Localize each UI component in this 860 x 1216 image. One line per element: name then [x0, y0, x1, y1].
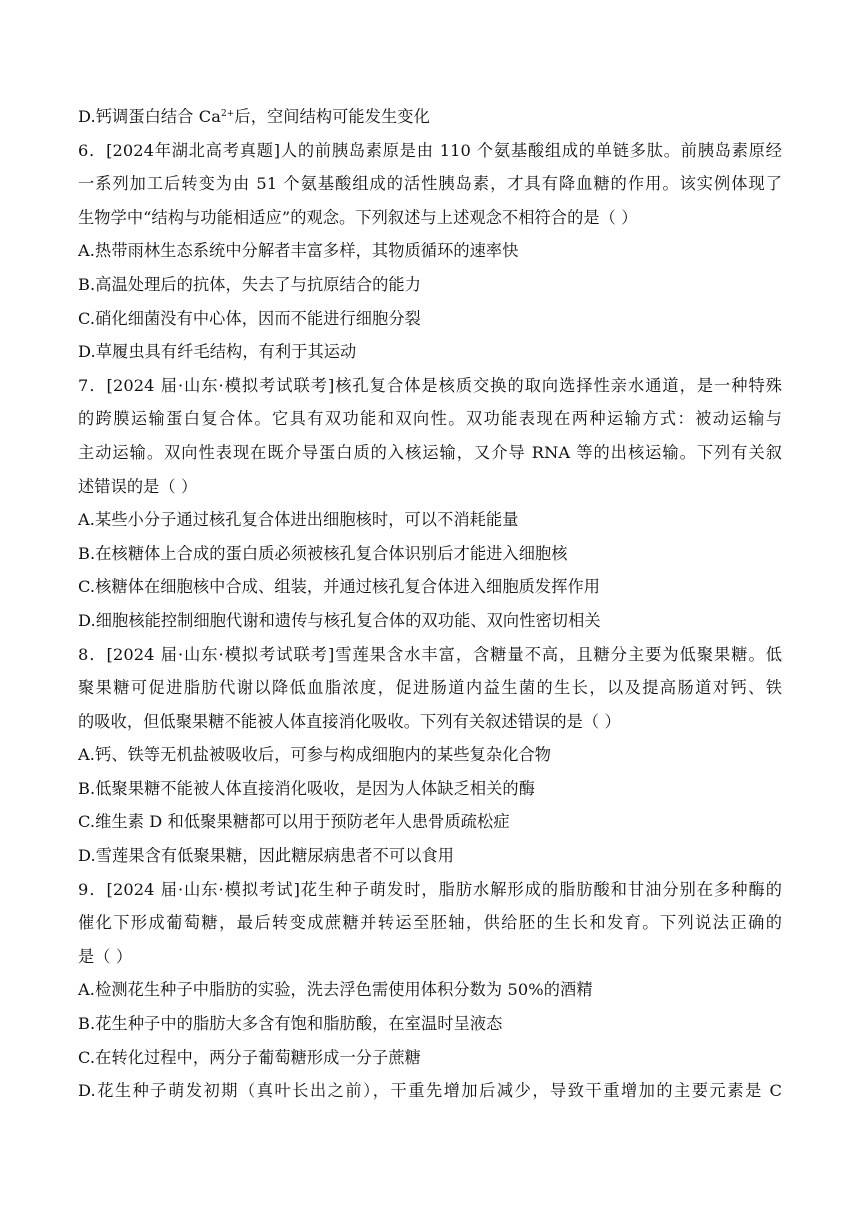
question-7-option-d: D.细胞核能控制细胞代谢和遗传与核孔复合体的双功能、双向性密切相关: [78, 610, 601, 630]
question-7-stem-line-2: 的跨膜运输蛋白复合体。它具有双功能和双向性。双功能表现在两种运输方式：被动运输与: [78, 409, 782, 429]
question-9-stem-line-3: 是（ ）: [78, 946, 133, 966]
question-7-stem-line-4: 述错误的是（ ）: [78, 476, 198, 496]
question-9-option-b: B.花生种子中的脂肪大多含有饱和脂肪酸，在室温时呈液态: [78, 1014, 503, 1034]
question-7-option-c: C.核糖体在细胞核中合成、组装，并通过核孔复合体进入细胞质发挥作用: [78, 577, 601, 597]
question-9-stem-line-2: 催化下形成葡萄糖，最后转变成蔗糖并转运至胚轴，供给胚的生长和发育。下列说法正确的: [78, 913, 782, 933]
question-6-stem-line-3: 生物学中“结构与功能相适应”的观念。下列叙述与上述观念不相符合的是（ ）: [78, 207, 638, 227]
option-text: D.钙调蛋白结合 Ca: [78, 107, 221, 126]
option-text: 后，空间结构可能发生变化: [234, 107, 430, 126]
question-8-option-a: A.钙、铁等无机盐被吸收后，可参与构成细胞内的某些复杂化合物: [78, 745, 552, 765]
question-7-option-b: B.在核糖体上合成的蛋白质必须被核孔复合体识别后才能进入细胞核: [78, 543, 568, 563]
question-6-stem-line-1: 6．[2024年湖北高考真题]人的前胰岛素原是由 110 个氨基酸组成的单链多肽。前胰岛素原经: [78, 140, 782, 160]
question-8-option-b: B.低聚果糖不能被人体直接消化吸收，是因为人体缺乏相关的酶: [78, 778, 536, 798]
question-8-option-d: D.雪莲果含有低聚果糖，因此糖尿病患者不可以食用: [78, 846, 455, 866]
question-7-option-a: A.某些小分子通过核孔复合体进出细胞核时，可以不消耗能量: [78, 510, 519, 530]
question-9-option-c: C.在转化过程中，两分子葡萄糖形成一分子蔗糖: [78, 1047, 421, 1067]
question-6-option-a: A.热带雨林生态系统中分解者丰富多样，其物质循环的速率快: [78, 241, 519, 261]
question-8-stem-line-3: 的吸收，但低聚果糖不能被人体直接消化吸收。下列有关叙述错误的是（ ）: [78, 711, 621, 731]
question-8-stem-line-2: 聚果糖可促进脂肪代谢以降低血脂浓度，促进肠道内益生菌的生长，以及提高肠道对钙、铁: [78, 678, 782, 698]
question-7-stem-line-3: 主动运输。双向性表现在既介导蛋白质的入核运输，又介导 RNA 等的出核运输。下列有关叙: [78, 442, 782, 462]
question-8-stem-line-1: 8．[2024 届·山东·模拟考试联考]雪莲果含水丰富，含糖量不高，且糖分主要为低聚果糖。低: [78, 644, 782, 664]
question-8-option-c: C.维生素 D 和低聚果糖都可以用于预防老年人患骨质疏松症: [78, 812, 510, 832]
question-6-option-b: B.高温处理后的抗体，失去了与抗原结合的能力: [78, 274, 421, 294]
superscript-charge: 2+: [220, 109, 235, 119]
question-6-option-c: C.硝化细菌没有中心体，因而不能进行细胞分裂: [78, 308, 421, 328]
question-9-stem-line-1: 9．[2024 届·山东·模拟考试]花生种子萌发时，脂肪水解形成的脂肪酸和甘油分别在多种酶的: [78, 879, 782, 899]
document-page: [78, 100, 782, 1108]
question-9-option-a: A.检测花生种子中脂肪的实验，洗去浮色需使用体积分数为 50%的酒精: [78, 980, 593, 1000]
question-9-option-d: D.花生种子萌发初期（真叶长出之前），干重先增加后减少，导致干重增加的主要元素是 C: [78, 1081, 782, 1101]
question-6-option-d: D.草履虫具有纤毛结构，有利于其运动: [78, 342, 357, 362]
question-7-stem-line-1: 7．[2024 届·山东·模拟考试联考]核孔复合体是核质交换的取向选择性亲水通道，是一种特殊: [78, 375, 782, 395]
question-5-option-d: [78, 100, 782, 134]
question-6-stem-line-2: 一系列加工后转变为由 51 个氨基酸组成的活性胰岛素，才具有降血糖的作用。该实例体现了: [78, 174, 782, 194]
